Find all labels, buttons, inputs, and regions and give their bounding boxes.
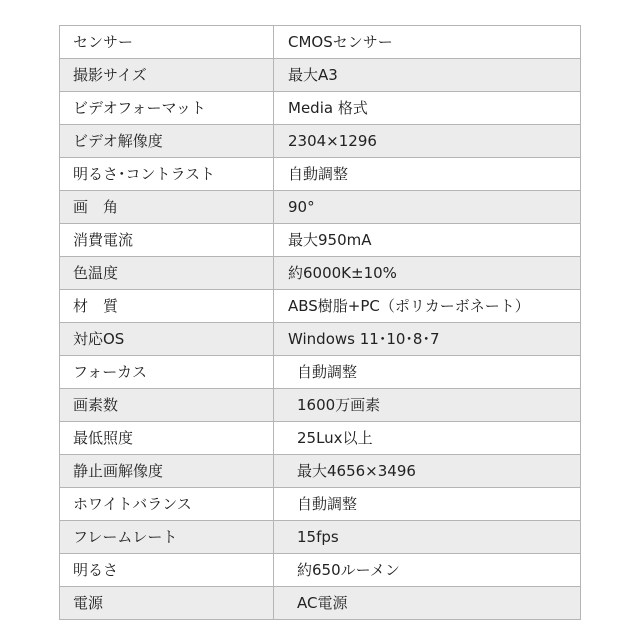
spec-value: 約650ルーメン <box>274 554 581 587</box>
spec-label: ビデオ解像度 <box>60 125 274 158</box>
spec-row-power-consumption <box>60 224 581 257</box>
spec-row-video-format <box>60 92 581 125</box>
spec-label: フレームレート <box>60 521 274 554</box>
spec-row-pixel-count <box>60 389 581 422</box>
spec-value: 90° <box>274 191 581 224</box>
spec-row-color-temperature <box>60 257 581 290</box>
spec-value: 自動調整 <box>274 356 581 389</box>
spec-label: センサー <box>60 26 274 59</box>
spec-label: 撮影サイズ <box>60 59 274 92</box>
spec-value: ABS樹脂+PC（ポリカーボネート） <box>274 290 581 323</box>
spec-row-brightness-contrast <box>60 158 581 191</box>
spec-label: フォーカス <box>60 356 274 389</box>
spec-value: 最大4656×3496 <box>274 455 581 488</box>
spec-row-supported-os <box>60 323 581 356</box>
spec-label: 最低照度 <box>60 422 274 455</box>
spec-value: 最大A3 <box>274 59 581 92</box>
spec-row-still-resolution <box>60 455 581 488</box>
spec-label: ホワイトバランス <box>60 488 274 521</box>
spec-value: 自動調整 <box>274 488 581 521</box>
spec-row-power-source <box>60 587 581 620</box>
spec-value: AC電源 <box>274 587 581 620</box>
spec-label: 静止画解像度 <box>60 455 274 488</box>
spec-row-brightness <box>60 554 581 587</box>
spec-value: Media 格式 <box>274 92 581 125</box>
spec-row-sensor <box>60 26 581 59</box>
spec-row-focus <box>60 356 581 389</box>
spec-label: 明るさ <box>60 554 274 587</box>
spec-value: 15fps <box>274 521 581 554</box>
spec-label: 消費電流 <box>60 224 274 257</box>
spec-row-field-of-view <box>60 191 581 224</box>
spec-label: 材 質 <box>60 290 274 323</box>
spec-label: 画素数 <box>60 389 274 422</box>
spec-row-capture-size <box>60 59 581 92</box>
spec-label: 色温度 <box>60 257 274 290</box>
spec-label: 明るさ･コントラスト <box>60 158 274 191</box>
spec-row-material <box>60 290 581 323</box>
spec-label: 対応OS <box>60 323 274 356</box>
spec-value: 2304×1296 <box>274 125 581 158</box>
spec-value: Windows 11･10･8･7 <box>274 323 581 356</box>
spec-label: 画 角 <box>60 191 274 224</box>
spec-value: 1600万画素 <box>274 389 581 422</box>
spec-value: 自動調整 <box>274 158 581 191</box>
spec-value: 25Lux以上 <box>274 422 581 455</box>
spec-row-min-illumination <box>60 422 581 455</box>
spec-value: 最大950mA <box>274 224 581 257</box>
spec-value: 約6000K±10% <box>274 257 581 290</box>
spec-row-video-resolution <box>60 125 581 158</box>
spec-label: ビデオフォーマット <box>60 92 274 125</box>
spec-value: CMOSセンサー <box>274 26 581 59</box>
spec-table <box>59 25 581 620</box>
spec-label: 電源 <box>60 587 274 620</box>
spec-row-white-balance <box>60 488 581 521</box>
spec-row-frame-rate <box>60 521 581 554</box>
